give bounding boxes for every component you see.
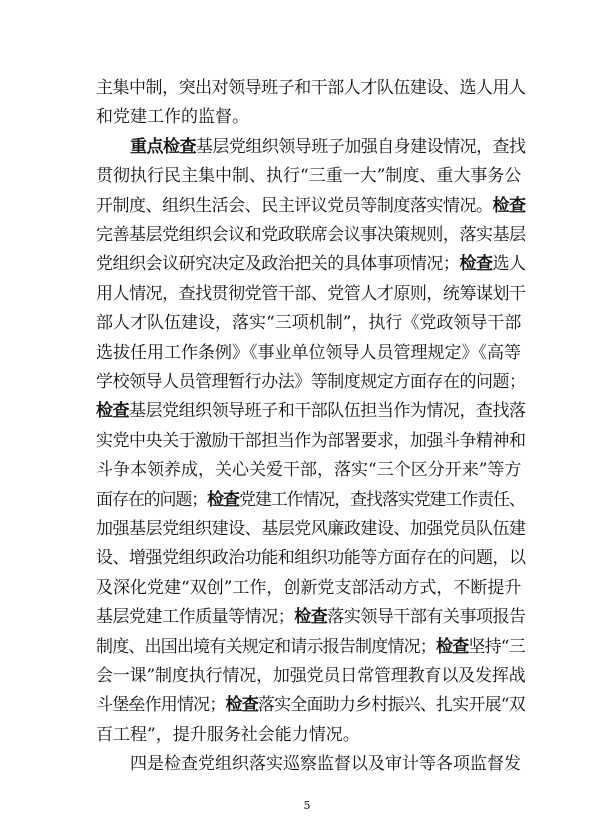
text-segment: 部人才队伍建设，落实“三项机制”，执行《党政领导干部 (96, 313, 522, 334)
text-segment: 落实领导干部有关事项报告 (327, 607, 526, 628)
text-segment: 选人 (492, 254, 526, 275)
text-segment: 党建工作情况，查找落实党建工作责任、 (238, 489, 525, 510)
text-segment: 斗堡垒作用情况； (96, 695, 226, 716)
text-segment: 及深化党建“双创”工作，创新党支部活动方式，不断提升 (96, 577, 522, 598)
text-segment: 党组织会议研究决定及政治把关的具体事项情况； (96, 254, 460, 275)
text-segment: 面存在的问题； (96, 489, 208, 510)
text-line (96, 427, 526, 455)
text-segment: 制度、出国出境有关规定和请示报告制度情况； (96, 636, 436, 657)
text-line (96, 280, 526, 308)
bold-keyword: 重点检查 (130, 136, 196, 157)
text-line (130, 750, 526, 778)
bold-keyword: 检查 (225, 695, 258, 716)
bold-keyword: 检查 (207, 489, 239, 510)
text-line (96, 662, 526, 690)
text-segment: 斗争本领养成，关心关爱干部，落实“三个区分开来”等方 (96, 460, 522, 481)
text-segment: 实党中央关于激励干部担当作为部署要求，加强斗争精神和 (96, 430, 526, 451)
text-segment: 加强基层党组织建设、基层党风廉政建设、加强党员队伍建 (96, 519, 526, 539)
text-line (96, 397, 526, 425)
text-segment: 四是检查党组织落实巡察监督以及审计等各项监督发 (130, 754, 521, 775)
bold-keyword: 检查 (492, 195, 526, 216)
text-line (96, 339, 526, 367)
text-line (96, 221, 526, 249)
text-segment: 会一课”制度执行情况，加强党员日常管理教育以及发挥战 (96, 666, 526, 686)
text-segment: 坚持“三 (468, 636, 525, 657)
text-line (96, 456, 526, 484)
bold-keyword: 检查 (459, 254, 493, 275)
text-line (96, 633, 526, 661)
text-segment: 基层党组织领导班子加强自身建设情况，查找 (195, 136, 526, 157)
text-segment: 基层党建工作质量等情况； (96, 607, 295, 628)
text-segment: 主集中制，突出对领导班子和干部人才队伍建设、选人用人 (96, 78, 526, 98)
text-segment: 用人情况，查找贯彻党管干部、党管人才原则，统筹谋划干 (96, 283, 526, 304)
text-line (96, 574, 526, 602)
text-line (96, 691, 526, 719)
text-segment: 开制度、组织生活会、民主评议党员等制度落实情况。 (96, 195, 493, 216)
text-segment: 选拔任用工作条例》《事业单位领导人员管理规定》《高等 (96, 342, 521, 363)
text-segment: 学校领导人员管理暂行办法》等制度规定方面存在的问题； (96, 372, 526, 392)
text-line (96, 721, 526, 749)
text-line (96, 74, 526, 102)
bold-keyword: 检查 (294, 607, 328, 628)
text-segment: 贯彻执行民主集中制、执行“三重一大”制度、重大事务公 (96, 166, 522, 187)
bold-keyword: 检查 (96, 401, 130, 422)
text-segment: 和党建工作的监督。 (96, 107, 249, 128)
text-line (96, 309, 526, 337)
text-line (96, 250, 526, 278)
text-segment: 基层党组织领导班子和干部队伍担当作为情况，查找落 (129, 401, 526, 422)
text-segment: 落实全面助力乡村振兴、扎实开展“双 (257, 695, 525, 716)
text-line (96, 486, 526, 514)
page-number: 5 (303, 799, 311, 812)
text-line (96, 192, 526, 220)
text-line (130, 133, 526, 161)
text-line (96, 515, 526, 543)
text-segment: 设、增强党组织政治功能和组织功能等方面存在的问题，以 (96, 548, 526, 569)
bold-keyword: 检查 (436, 636, 469, 657)
text-line (96, 162, 526, 190)
text-line (96, 368, 526, 396)
text-segment: 百工程”，提升服务社会能力情况。 (96, 724, 360, 745)
text-line (96, 103, 526, 131)
text-line (96, 544, 526, 572)
text-segment: 完善基层党组织会议和党政联席会议事决策规则，落实基层 (96, 225, 526, 245)
text-line (96, 603, 526, 631)
